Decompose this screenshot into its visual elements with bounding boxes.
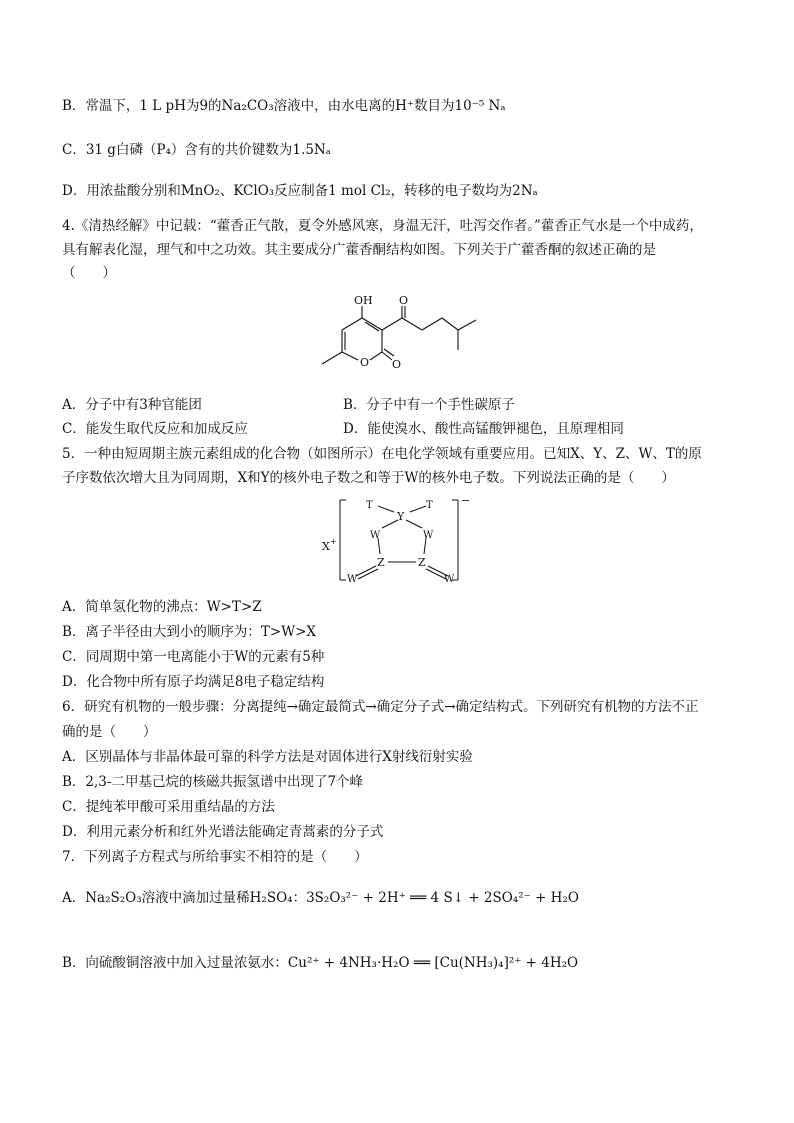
q4-stem-line3: （ ） bbox=[62, 265, 116, 281]
y-label: Y bbox=[397, 510, 405, 523]
t-left-label: T bbox=[366, 500, 373, 511]
q3-option-c: C．31 g白磷（P₄）含有的共价键数为1.5Nₐ bbox=[62, 142, 331, 158]
q6-stem-line1: 6．研究有机物的一般步骤：分离提纯→确定最简式→确定分子式→确定结构式。下列研究有机物的方法不正 bbox=[62, 699, 699, 715]
q4-stem-line2: 具有解表化湿，理气和中之功效。其主要成分广藿香酮结构如图。下列关于广藿香酮的叙述正确的是 bbox=[62, 242, 656, 258]
q5-option-c: C．同周期中第一电离能小于W的元素有5种 bbox=[62, 649, 325, 665]
anion-charge-label: − bbox=[461, 494, 471, 507]
q4-option-c: C．能发生取代反应和加成反应 bbox=[62, 421, 248, 437]
x-charge-label: + bbox=[330, 537, 337, 546]
w-bottom-right-label: W bbox=[444, 574, 455, 585]
q6-stem-line2: 确的是（ ） bbox=[62, 724, 157, 740]
q5-stem-line1: 5．一种由短周期主族元素组成的化合物（如图所示）在电化学领域有重要应用。已知X、Y、Z、W、T的原 bbox=[62, 446, 702, 462]
t-right-label: T bbox=[426, 500, 433, 511]
q6-option-d: D．利用元素分析和红外光谱法能确定青蒿素的分子式 bbox=[62, 824, 384, 840]
x-cation-label: X bbox=[322, 540, 330, 553]
q3-option-d: D．用浓盐酸分别和MnO₂、KClO₃反应制备1 mol Cl₂，转移的电子数均为2Nₐ bbox=[62, 183, 538, 199]
q5-stem-line2: 子序数依次增大且为同周期，X和Y的核外电子数之和等于W的核外电子数。下列说法正确的是（ ） bbox=[62, 470, 675, 486]
q6-option-c: C．提纯苯甲酸可采用重结晶的方法 bbox=[62, 799, 275, 815]
z-left-label: Z bbox=[377, 556, 385, 569]
q7-stem: 7．下列离子方程式与所给事实不相符的是（ ） bbox=[62, 849, 368, 865]
q5-option-a: A．简单氢化物的沸点：W>T>Z bbox=[62, 599, 262, 615]
pogostone-structure-diagram bbox=[310, 288, 490, 383]
q4-option-d: D．能使溴水、酸性高锰酸钾褪色，且原理相同 bbox=[343, 421, 624, 437]
oh-label: OH bbox=[354, 294, 373, 307]
w-right-label: W bbox=[423, 530, 434, 541]
q4-option-b: B．分子中有一个手性碳原子 bbox=[343, 397, 515, 413]
q7-option-b: B．向硫酸铜溶液中加入过量浓氨水：Cu²⁺ + 4NH₃·H₂O ══ [Cu(NH₃)₄]²⁺ + 4H₂O bbox=[62, 955, 579, 971]
ring-o-label: O bbox=[360, 356, 370, 369]
q3-option-b: B．常温下，1 L pH为9的Na₂CO₃溶液中，由水电离的H⁺数目为10⁻⁵ Nₐ bbox=[62, 98, 506, 114]
ketone-o-label: O bbox=[399, 294, 409, 307]
lactone-o-label: O bbox=[392, 358, 402, 371]
q4-option-a: A．分子中有3种官能团 bbox=[62, 397, 202, 413]
q5-option-d: D．化合物中所有原子均满足8电子稳定结构 bbox=[62, 674, 325, 690]
w-left-label: W bbox=[370, 530, 381, 541]
ionic-compound-structure-diagram bbox=[320, 492, 480, 592]
w-bottom-left-label: W bbox=[347, 574, 358, 585]
z-right-label: Z bbox=[418, 556, 426, 569]
q6-option-a: A．区别晶体与非晶体最可靠的科学方法是对固体进行X射线衍射实验 bbox=[62, 749, 473, 765]
q6-option-b: B．2,3-二甲基己烷的核磁共振氢谱中出现了7个峰 bbox=[62, 774, 364, 790]
q5-option-b: B．离子半径由大到小的顺序为：T>W>X bbox=[62, 624, 317, 640]
q4-stem-line1: 4.《清热经解》中记载：“藿香正气散，夏令外感风寒，身温无汗，吐泻交作者。”藿香正气水是一个中成药， bbox=[62, 218, 703, 234]
q7-option-a: A．Na₂S₂O₃溶液中滴加过量稀H₂SO₄：3S₂O₃²⁻ + 2H⁺ ══ 4 S↓ + 2SO₄²⁻ + H₂O bbox=[62, 890, 579, 906]
